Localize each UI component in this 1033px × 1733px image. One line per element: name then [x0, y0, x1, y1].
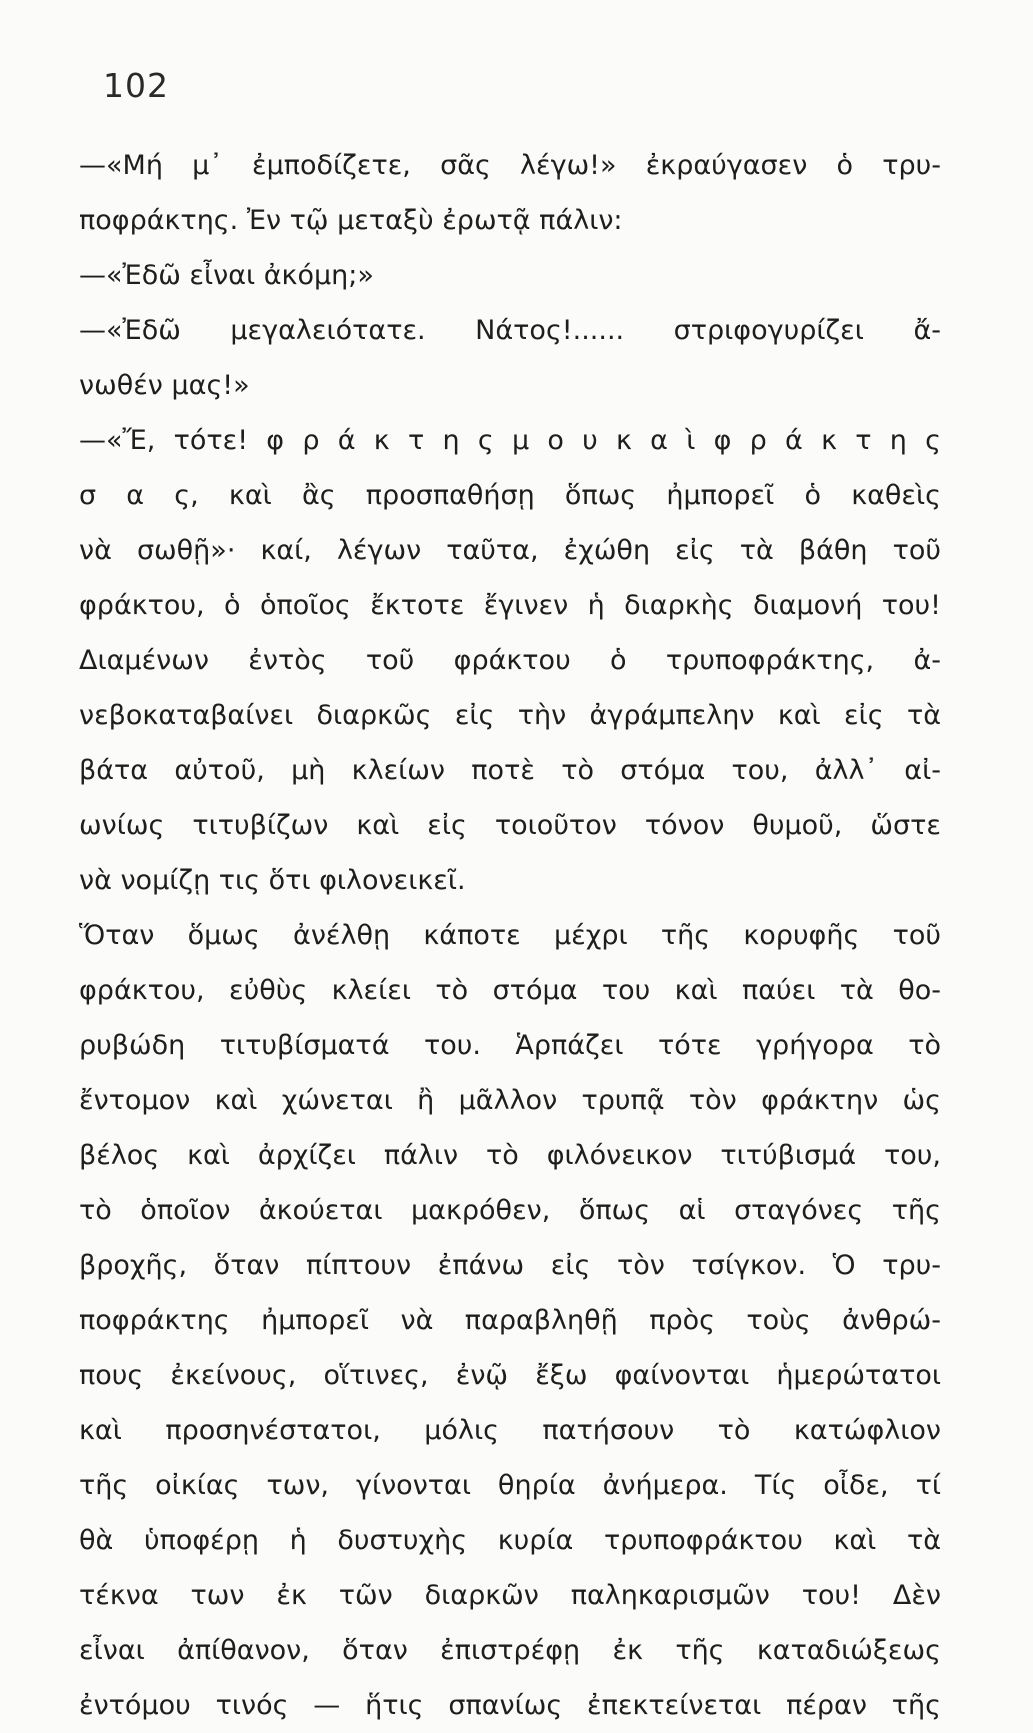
text-line: φράκτου, ὁ ὁποῖος ἔκτοτε ἔγινεν ἡ διαρκὴς διαμονή του! [79, 590, 941, 621]
text-line: —«Μή μ᾿ ἐμποδίζετε, σᾶς λέγω!» ἐκραύγασεν ὁ τρυ- [79, 150, 941, 181]
text-line: ποφράκτης ἠμπορεῖ νὰ παραβληθῇ πρὸς τοὺς ἀνθρώ- [79, 1305, 941, 1336]
text-line: ωνίως τιτυβίζων καὶ εἰς τοιοῦτον τόνον θυμοῦ, ὥστε [79, 810, 941, 841]
text-line: φράκτου, εὐθὺς κλείει τὸ στόμα του καὶ παύει τὰ θο- [79, 975, 941, 1006]
text-line: —«Ἐδῶ εἶναι ἀκόμη;» [79, 260, 374, 291]
text-line: ἔντομον καὶ χώνεται ἢ μᾶλλον τρυπᾷ τὸν φράκτην ὡς [79, 1085, 941, 1116]
body-text [79, 138, 941, 1733]
text-line: εἶναι ἀπίθανον, ὅταν ἐπιστρέφῃ ἐκ τῆς καταδιώξεως [79, 1635, 941, 1666]
text-line: πους ἐκείνους, οἵτινες, ἐνῷ ἔξω φαίνονται ἡμερώτατοι [79, 1360, 941, 1391]
text-line: βάτα αὐτοῦ, μὴ κλείων ποτὲ τὸ στόμα του, ἀλλ᾿ αἰ- [79, 755, 941, 786]
text-line: —«Ἐδῶ μεγαλειότατε. Νάτος!...... στριφογυρίζει ἄ- [79, 315, 941, 346]
text-line: ποφράκτης. Ἐν τῷ μεταξὺ ἐρωτᾷ πάλιν: [79, 205, 623, 236]
text-line: νωθέν μας!» [79, 370, 250, 401]
text-line: θὰ ὑποφέρῃ ἡ δυστυχὴς κυρία τρυποφράκτου καὶ τὰ [79, 1525, 941, 1556]
text-line: ρυβώδη τιτυβίσματά του. Ἁρπάζει τότε γρήγορα τὸ [79, 1030, 941, 1061]
page-number: 102 [103, 66, 169, 105]
text-line: τὸ ὁποῖον ἀκούεται μακρόθεν, ὅπως αἱ σταγόνες τῆς [79, 1195, 941, 1226]
text-line: νὰ νομίζῃ τις ὅτι φιλονεικεῖ. [79, 865, 466, 896]
text-line: νεβοκαταβαίνει διαρκῶς εἰς τὴν ἀγράμπελην καὶ εἰς τὰ [79, 700, 941, 731]
text-line: βροχῆς, ὅταν πίπτουν ἐπάνω εἰς τὸν τσίγκον. Ὁ τρυ- [79, 1250, 941, 1281]
text-line: σ α ς, καὶ ἂς προσπαθήσῃ ὅπως ἠμπορεῖ ὁ καθεὶς [79, 480, 941, 511]
text-line: τέκνα των ἐκ τῶν διαρκῶν παληκαρισμῶν του! Δὲν [79, 1580, 941, 1611]
text-line: καὶ προσηνέστατοι, μόλις πατήσουν τὸ κατώφλιον [79, 1415, 941, 1446]
text-line: ἐντόμου τινός — ἥτις σπανίως ἐπεκτείνεται πέραν τῆς [79, 1690, 941, 1721]
text-line: Διαμένων ἐντὸς τοῦ φράκτου ὁ τρυποφράκτης, ἀ- [79, 645, 941, 676]
text-line: τῆς οἰκίας των, γίνονται θηρία ἀνήμερα. Τίς οἶδε, τί [79, 1470, 941, 1501]
text-line: —«Ἔ, τότε! φ ρ ά κ τ η ς μ ο υ κ α ὶ φ ρ ά κ τ η ς [79, 425, 941, 456]
text-line: Ὅταν ὅμως ἀνέλθῃ κάποτε μέχρι τῆς κορυφῆς τοῦ [79, 920, 941, 951]
text-line: βέλος καὶ ἀρχίζει πάλιν τὸ φιλόνεικον τιτύβισμά του, [79, 1140, 941, 1171]
text-line: νὰ σωθῇ»· καί, λέγων ταῦτα, ἐχώθη εἰς τὰ βάθη τοῦ [79, 535, 941, 566]
